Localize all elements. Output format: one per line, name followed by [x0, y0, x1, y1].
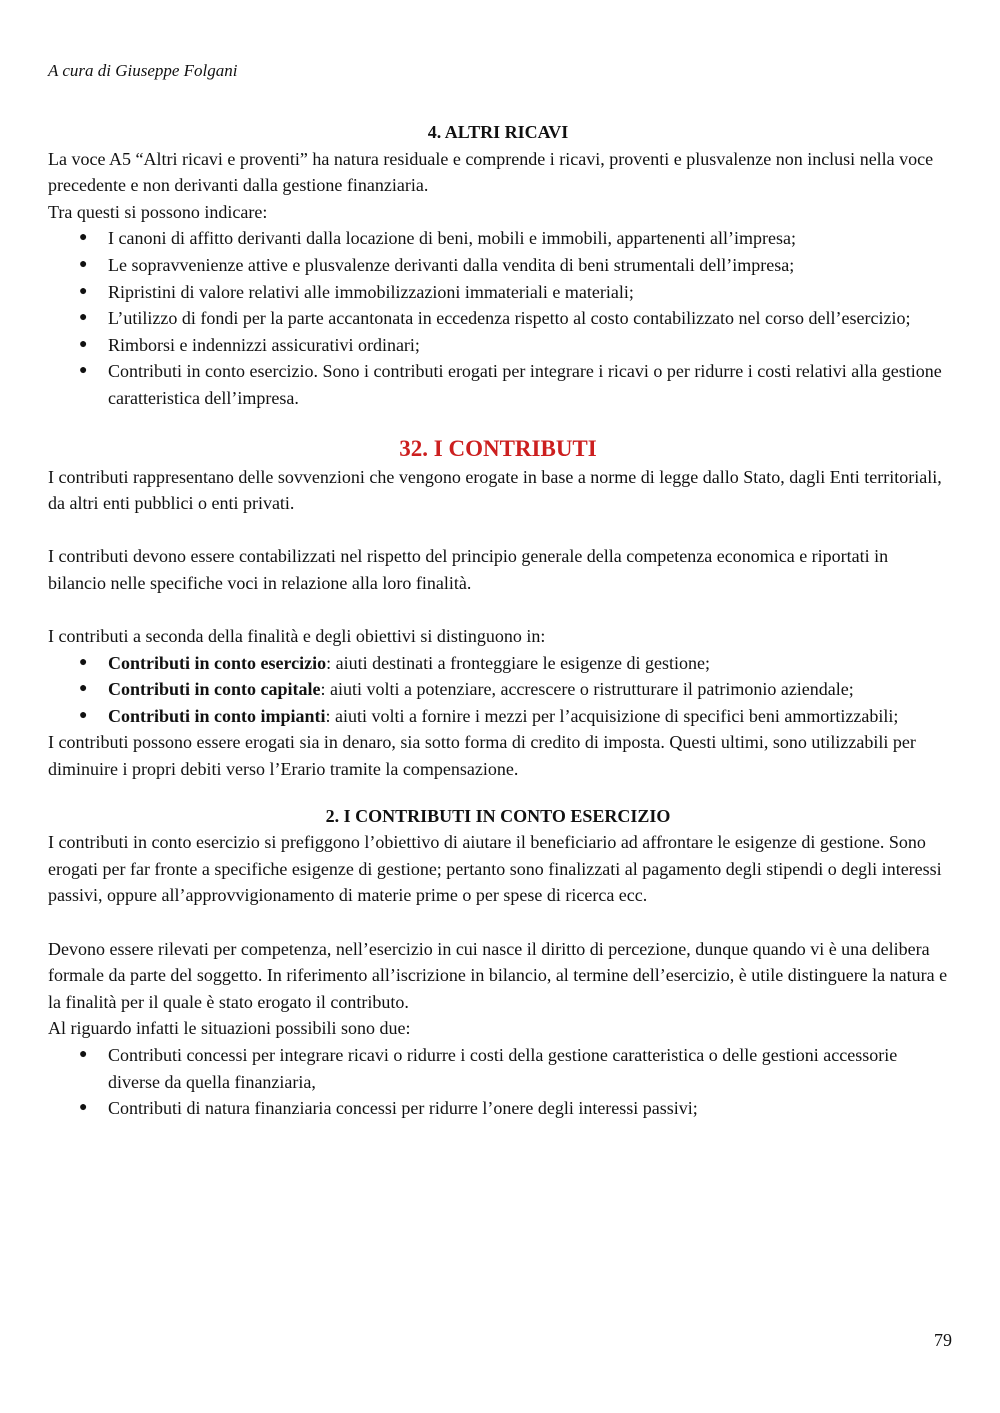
- list-item: ● Contributi in conto capitale: aiuti volti a potenziare, accrescere o ristrutturare il patrimonio aziendale;: [48, 676, 948, 703]
- bullet-icon: ●: [79, 681, 88, 697]
- bullet-icon: ●: [79, 1047, 88, 1062]
- bullet-icon: ●: [79, 336, 88, 352]
- paragraph: I contributi devono essere contabilizzati nel rispetto del principio generale della competenza economica e riportati in bilancio nelle specifiche voci in relazione alla loro finalità.: [48, 546, 889, 593]
- bullet-list-altri-ricavi: [48, 225, 948, 411]
- bullet-list-contributi: [48, 650, 948, 730]
- section-title-altri-ricavi: 4. ALTRI RICAVI: [427, 122, 569, 142]
- list-item: ● Le sopravvenienze attive e plusvalenze derivanti dalla vendita di beni strumentali dell’impresa;: [48, 252, 948, 279]
- list-item: ● Contributi in conto esercizio: aiuti destinati a fronteggiare le esigenze di gestione;: [48, 650, 948, 677]
- paragraph: La voce A5 “Altri ricavi e proventi” ha natura residuale e comprende i ricavi, proventi e plusvalenze non inclusi nella voce precedente e non derivanti dalla gestione finanziaria.: [48, 148, 934, 196]
- bullet-icon: ●: [79, 310, 88, 326]
- bullet-icon: ●: [79, 1100, 88, 1116]
- page-header-author: A cura di Giuseppe Folgani: [48, 61, 238, 80]
- bullet-icon: ●: [79, 230, 88, 246]
- list-item: ● Ripristini di valore relativi alle immobilizzazioni immateriali e materiali;: [48, 279, 948, 306]
- list-item: ● Contributi in conto esercizio. Sono i contributi erogati per integrare i ricavi o per ridurre i costi relativi alla gestione caratteristica dell’impresa.: [48, 358, 948, 411]
- bullet-icon: ●: [79, 256, 88, 272]
- paragraph: I contributi possono essere erogati sia in denaro, sia sotto forma di credito di imposta. Questi ultimi, sono utilizzabili per diminuire i propri debiti verso l’Erario tramite la compensazione.: [48, 732, 916, 780]
- page-body: [48, 119, 948, 1122]
- bullet-icon: ●: [79, 654, 88, 670]
- section-title-conto-esercizio: 2. I CONTRIBUTI IN CONTO ESERCIZIO: [325, 805, 671, 826]
- bullet-icon: ●: [79, 707, 88, 723]
- paragraph: I contributi rappresentano delle sovvenzioni che vengono erogate in base a norme di legge dallo Stato, dagli Enti territoriali, da altri enti pubblici o enti privati.: [48, 466, 942, 514]
- paragraph: Al riguardo infatti le situazioni possibili sono due:: [48, 1018, 411, 1039]
- list-item: ● Contributi concessi per integrare ricavi o ridurre i costi della gestione caratteristica o delle gestioni accessorie diverse da quella finanziaria,: [48, 1042, 948, 1095]
- list-item: ● Contributi in conto impianti: aiuti volti a fornire i mezzi per l’acquisizione di specifici beni ammortizzabili;: [48, 703, 948, 730]
- list-item: ● Contributi di natura finanziaria concessi per ridurre l’onere degli interessi passivi;: [48, 1095, 948, 1122]
- section-title-contributi: 32. I CONTRIBUTI: [399, 435, 597, 461]
- list-item: ● L’utilizzo di fondi per la parte accantonata in eccedenza rispetto al costo contabilizzato nel corso dell’esercizio;: [48, 305, 948, 332]
- paragraph: I contributi a seconda della finalità e degli obiettivi si distinguono in:: [48, 626, 546, 647]
- page-number: 79: [934, 1330, 952, 1350]
- paragraph: I contributi in conto esercizio si prefiggono l’obiettivo di aiutare il beneficiario ad affrontare le esigenze di gestione. Sono erogati per far fronte a specifiche esigenze di gestione; pertanto sono finalizzati al pagamento degli stipendi o degli interessi passivi, oppure all’approvvigionamento di materie prime o per spese di ricerca ecc.: [48, 832, 942, 906]
- bullet-icon: ●: [79, 363, 88, 379]
- paragraph: Tra questi si possono indicare:: [48, 201, 268, 222]
- bullet-icon: ●: [79, 283, 88, 299]
- bullet-list-conto-esercizio: [48, 1042, 948, 1122]
- paragraph: Devono essere rilevati per competenza, nell’esercizio in cui nasce il diritto di percezione, dunque quando vi è una delibera formale da parte del soggetto. In riferimento all’iscrizione in bilancio, al termine dell’esercizio, è utile distinguere la natura e la finalità per il quale è stato erogato il contributo.: [48, 938, 948, 1012]
- list-item: ● I canoni di affitto derivanti dalla locazione di beni, mobili e immobili, appartenenti all’impresa;: [48, 225, 948, 252]
- list-item: ● Rimborsi e indennizzi assicurativi ordinari;: [48, 332, 948, 359]
